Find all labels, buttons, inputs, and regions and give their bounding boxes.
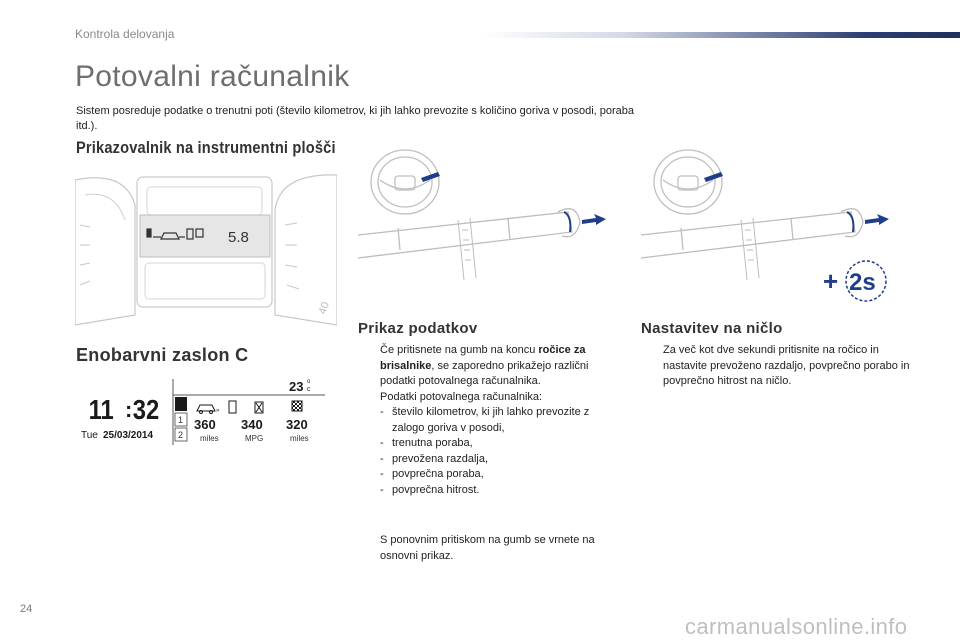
section-heading: Prikazovalnik na instrumentni plošči xyxy=(76,138,336,157)
data-display-block-2 xyxy=(362,533,624,564)
intro-text: Sistem posreduje podatke o trenutni poti (število kilometrov, ki jih lahko prevozite s količino goriva v posodi, poraba itd.). xyxy=(76,105,635,132)
stalk-illustration-press xyxy=(358,140,610,300)
paragraph-2: S ponovnim pritiskom na gumb se vrnete na osnovni prikaz. xyxy=(380,534,595,562)
temperature-unit-top: o xyxy=(307,379,311,385)
temperature-value: 23 xyxy=(289,379,304,394)
list-item: - prevožena razdalja, xyxy=(380,452,489,465)
reset-paragraph: Za več kot dve sekundi pritisnite na ročico in nastavite prevoženo razdaljo, povprečno porabo in povprečno hitrost na ničlo. xyxy=(663,344,910,387)
mono-screen-heading: Enobarvni zaslon C xyxy=(76,345,249,365)
cluster-display-value: 5.8 xyxy=(228,229,249,246)
data-display-heading: Prikaz podatkov xyxy=(358,320,478,337)
time-separator: : xyxy=(125,397,133,422)
header-section-label: Kontrola delovanja xyxy=(75,27,175,41)
gauge-number: 40 xyxy=(316,300,333,317)
date-value: 25/03/2014 xyxy=(103,430,154,441)
list-item: - povprečna poraba, xyxy=(380,468,484,480)
reset-block xyxy=(645,343,910,390)
header-bar xyxy=(480,32,960,38)
value-consumption: 340 xyxy=(241,417,263,432)
bullet-square-icon xyxy=(362,343,380,390)
tab-2-label: 2 xyxy=(178,430,184,440)
list-item: - povprečna hitrost. xyxy=(380,483,480,496)
tab-icon-active xyxy=(175,397,187,411)
page-number: 24 xyxy=(20,603,33,615)
paragraph-1-post: , se zaporedno prikažejo različni podatki potovalnega računalnika. xyxy=(380,359,589,387)
page-title: Potovalni računalnik xyxy=(75,60,350,93)
bullet-square-icon xyxy=(362,533,380,564)
watermark: carmanualsonline.info xyxy=(685,614,908,639)
list-item: - trenutna poraba, xyxy=(380,437,473,449)
bullet-square-icon xyxy=(645,343,663,390)
unit-distance: miles xyxy=(290,434,309,443)
press-arrow-icon xyxy=(582,214,606,225)
time-minutes: 32 xyxy=(132,393,160,426)
trip-icons-row xyxy=(197,401,302,414)
value-range: 360 xyxy=(194,417,216,432)
tab-1-label: 1 xyxy=(178,415,184,425)
hold-arrow-icon xyxy=(865,214,889,225)
stalk-illustration-hold xyxy=(641,140,893,305)
date-day: Tue xyxy=(81,430,98,441)
time-hours: 11 xyxy=(88,393,114,426)
instrument-cluster-illustration xyxy=(75,165,337,327)
paragraph-1-bold: ročice za brisalnike xyxy=(380,344,586,372)
paragraph-1-line2: Podatki potovalnega računalnika: xyxy=(380,390,543,403)
bullet-paragraph-2 xyxy=(362,533,624,564)
unit-range: miles xyxy=(200,434,219,443)
reset-bullet-paragraph xyxy=(645,343,910,390)
paragraph-1 xyxy=(380,343,624,390)
list-item: - število kilometrov, ki jih lahko prevozite z zalogo goriva v posodi, xyxy=(380,406,590,434)
badge-2s: 2s xyxy=(849,269,876,296)
data-display-block xyxy=(362,343,624,498)
svg-text:»: » xyxy=(216,408,220,414)
temperature-unit-bottom: c xyxy=(307,386,311,393)
paragraph-1-pre: Če pritisnete na gumb na koncu xyxy=(380,344,539,356)
badge-plus: + xyxy=(823,266,839,296)
unit-consumption: MPG xyxy=(245,434,264,443)
bullet-paragraph-1 xyxy=(362,343,624,390)
trip-data-list xyxy=(362,405,624,498)
mono-screen-illustration xyxy=(75,375,335,450)
reset-heading: Nastavitev na ničlo xyxy=(641,320,783,337)
value-distance: 320 xyxy=(286,417,308,432)
